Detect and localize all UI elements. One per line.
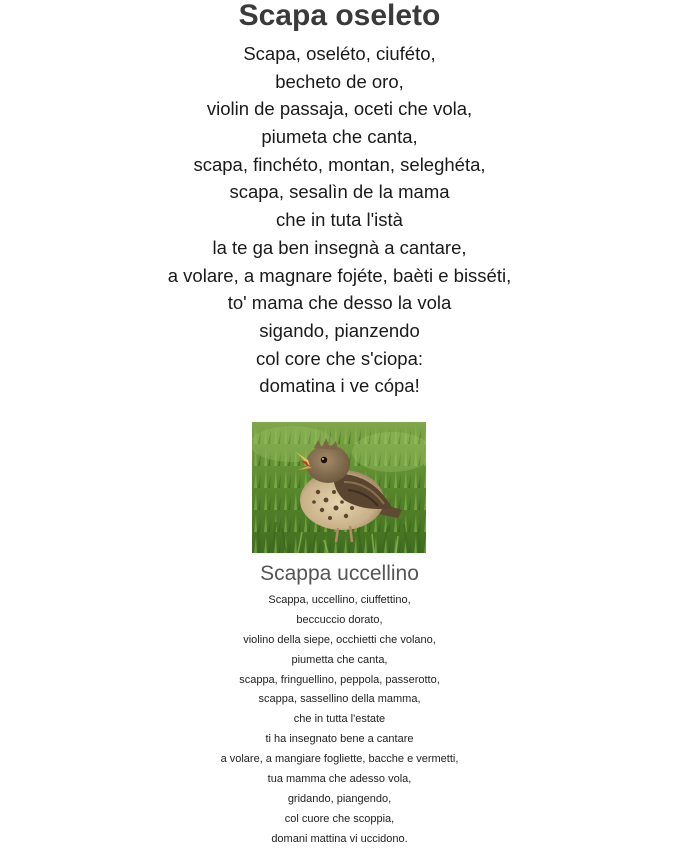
italian-line: tua mamma che adesso vola, bbox=[267, 773, 412, 786]
translation-title: Scappa uccellino bbox=[260, 562, 419, 585]
poem-title: Scapa oseleto bbox=[238, 0, 441, 32]
italian-line: piumetta che canta, bbox=[291, 653, 388, 666]
italian-line: ti ha insegnato bene a cantare bbox=[265, 733, 414, 746]
dialect-line: Scapa, oseléto, ciuféto, bbox=[243, 43, 436, 64]
italian-line: violino della siepe, occhietti che volano, bbox=[243, 633, 436, 646]
italian-line: beccuccio dorato, bbox=[296, 613, 383, 626]
dialect-line: violin de passaja, oceti che vola, bbox=[206, 98, 473, 120]
dialect-line: piumeta che canta, bbox=[261, 126, 418, 148]
dialect-line: la te ga ben insegnà a cantare, bbox=[212, 236, 467, 258]
italian-line: a volare, a mangiare fogliette, bacche e vermetti, bbox=[220, 753, 459, 766]
italian-line: che in tutta l'estate bbox=[293, 713, 386, 726]
dialect-line: domatina i ve cópa! bbox=[259, 375, 420, 397]
italian-line: col cuore che scoppia, bbox=[284, 812, 395, 825]
italian-line: scappa, fringuellino, peppola, passerotto, bbox=[239, 673, 440, 686]
italian-line: scappa, sassellino della mamma, bbox=[258, 693, 421, 706]
dialect-line: becheto de oro, bbox=[275, 70, 404, 92]
dialect-poem bbox=[0, 40, 679, 400]
dialect-line: a volare, a magnare fojéte, baèti e bisséti, bbox=[167, 264, 512, 286]
dialect-line: scapa, finchéto, montan, seleghéta, bbox=[193, 153, 486, 175]
dialect-line: scapa, sesalìn de la mama bbox=[229, 181, 450, 203]
italian-poem bbox=[0, 591, 679, 850]
italian-line: Scappa, uccellino, ciuffettino, bbox=[268, 594, 411, 606]
bird-photo bbox=[252, 422, 426, 553]
italian-line: domani mattina vi uccidono. bbox=[271, 832, 408, 845]
dialect-line: che in tuta l'istà bbox=[276, 209, 403, 231]
italian-line: gridando, piangendo, bbox=[287, 792, 392, 805]
dialect-line: to' mama che desso la vola bbox=[227, 292, 452, 314]
dialect-line: sigando, pianzendo bbox=[259, 319, 420, 341]
dialect-line: col core che s'ciopa: bbox=[255, 347, 424, 369]
